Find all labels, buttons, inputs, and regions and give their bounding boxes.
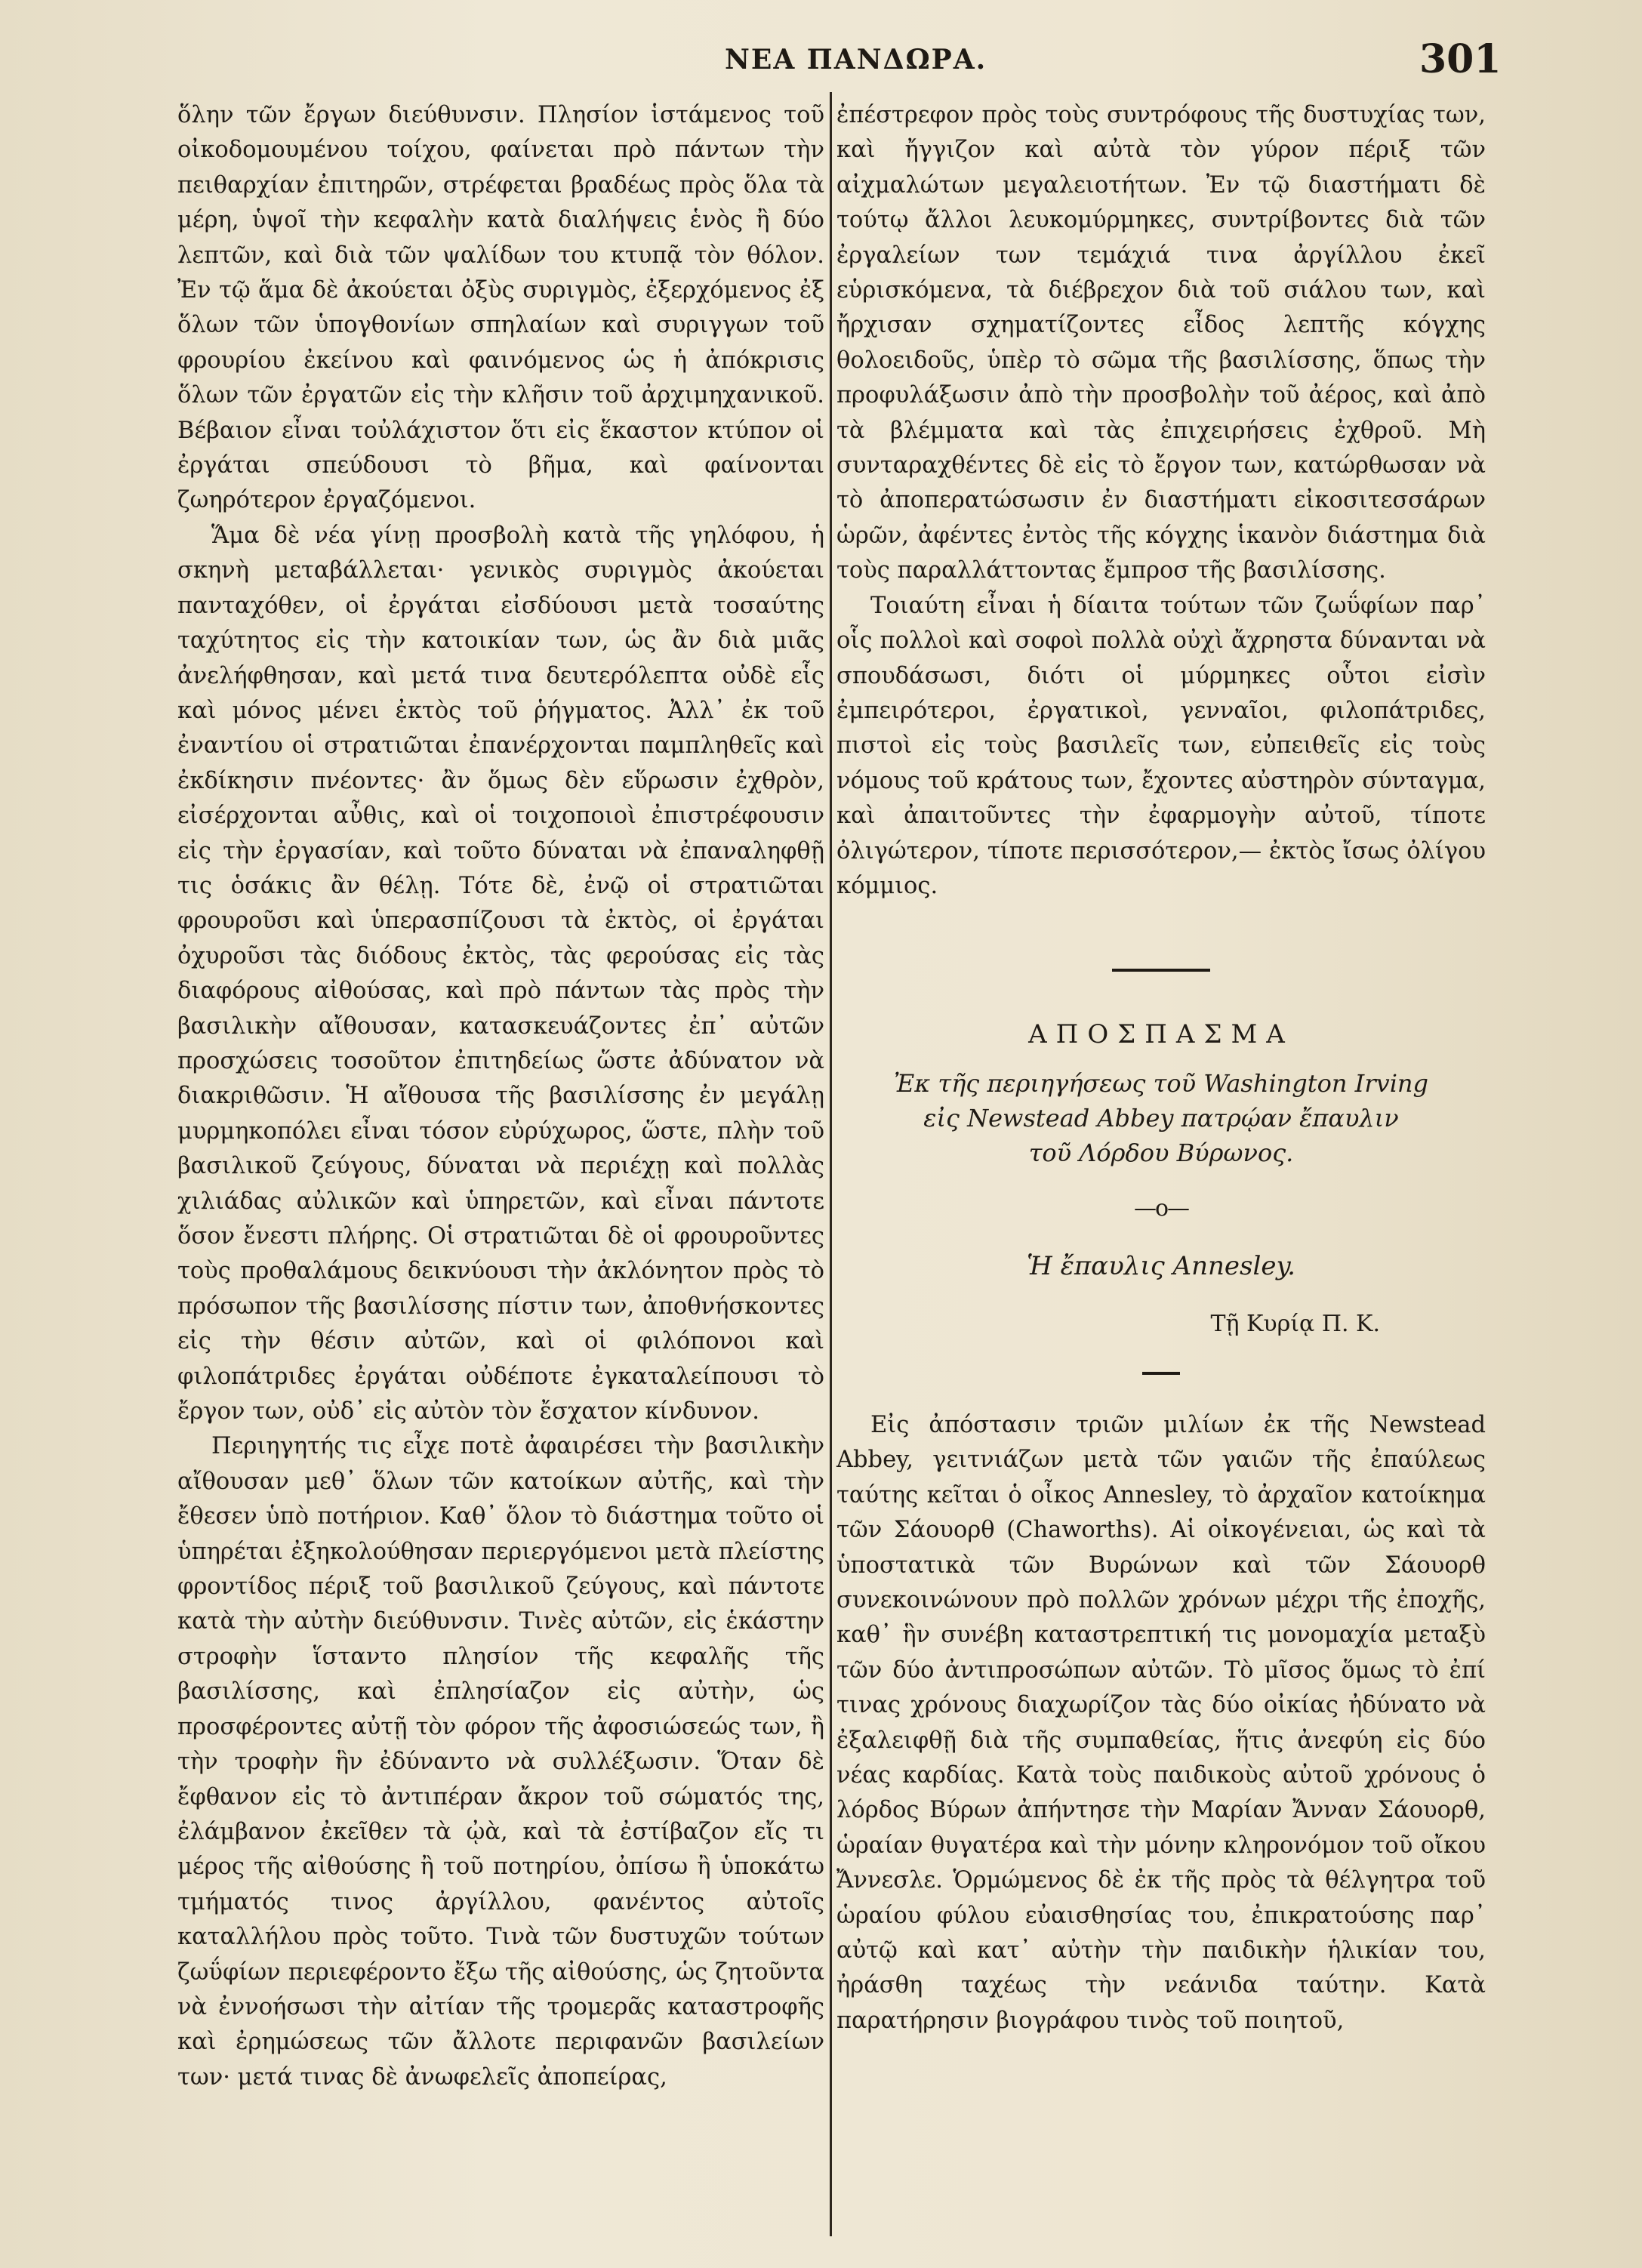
- subtitle-line-3: τοῦ Λόρδου Βύρωνος.: [1028, 1138, 1294, 1167]
- right-paragraph-2: Τοιαύτη εἶναι ἡ δίαιτα τούτων τῶν ζωΰφίων παρ᾽ οἷς πολλοὶ καὶ σοφοὶ πολλὰ οὐχὶ ἄχρηστα δύνανται νὰ σπουδάσωσι, διότι οἱ μύρμηκες οὗτοι εἰσὶν ἐμπειρότεροι, ἐργατικοὶ, γενναῖοι, φιλοπάτριδες, πιστοὶ εἰς τοὺς βασιλεῖς των, εὐπειθεῖς εἰς τοὺς νόμους τοῦ κράτους των, ἔχοντες αὐστηρὸν σύνταγμα, καὶ ἀπαιτοῦντες τὴν ἐφαρμογὴν αὐτοῦ, τίποτε ὀλιγώτερον, τίποτε περισσότερον,— ἐκτὸς ἴσως ὀλίγου κόμμιος.: [836, 592, 1486, 899]
- ornament: —o—: [1133, 1194, 1189, 1222]
- left-paragraph-1: ὅλην τῶν ἔργων διεύθυνσιν. Πλησίον ἱστάμενος τοῦ οἰκοδομουμένου τοίχου, φαίνεται πρὸ πάντων τὴν πειθαρχίαν ἐπιτηρῶν, στρέφεται βραδέως πρὸς ὅλα τὰ μέρη, ὑψοῖ τὴν κεφαλὴν κατὰ διαλήψεις ἑνὸς ἢ δύο λεπτῶν, καὶ διὰ τῶν ψαλίδων του κτυπᾷ τὸν θόλον. Ἐν τῷ ἅμα δὲ ἀκούεται ὀξὺς συριγμὸς, ἐξερχόμενος ἐξ ὅλων τῶν ὑπογθονίων σπηλαίων καὶ συριγγων τοῦ φρουρίου ἐκείνου καὶ φαινόμενος ὡς ἡ ἀπόκρισις ὅλων τῶν ἐργατῶν εἰς τὴν κλῆσιν τοῦ ἀρχιμηχανικοῦ. Βέβαιον εἶναι τοὐλάχιστον ὅτι εἰς ἕκαστον κτύπον οἱ ἐργάται σπεύδουσι τὸ βῆμα, καὶ φαίνονται ζωηρότερον ἐργαζόμενοι.: [177, 102, 824, 514]
- left-paragraph-2: Ἅμα δὲ νέα γίνῃ προσβολὴ κατὰ τῆς γηλόφου, ἡ σκηνὴ μεταβάλλεται· γενικὸς συριγμὸς ἀκούεται πανταχόθεν, οἱ ἐργάται εἰσδύουσι μετὰ τοσαύτης ταχύτητος εἰς τὴν κατοικίαν των, ὡς ἂν διὰ μιᾶς ἀνελήφθησαν, καὶ μετά τινα δευτερόλεπτα οὐδὲ εἷς καὶ μόνος μένει ἐκτὸς τοῦ ῥήγματος. Ἀλλ᾽ ἐκ τοῦ ἐναντίου οἱ στρατιῶται ἐπανέρχονται παμπληθεῖς καὶ ἐκδίκησιν πνέοντες· ἂν ὅμως δὲν εὕρωσιν ἐχθρὸν, εἰσέρχονται αὖθις, καὶ οἱ τοιχοποιοὶ ἐπιστρέφουσιν εἰς τὴν ἐργασίαν, καὶ τοῦτο δύναται νὰ ἐπαναληφθῇ τις ὁσάκις ἂν θέλῃ. Τότε δὲ, ἐνῷ οἱ στρατιῶται φρουροῦσι καὶ ὑπερασπίζουσι τὰ ἐκτὸς, οἱ ἐργάται ὀχυροῦσι τὰς διόδους ἐκτὸς, τὰς φερούσας εἰς τὰς διαφόρους αἰθούσας, καὶ πρὸ πάντων τὰς πρὸς τὴν βασιλικὴν αἴθουσαν, κατασκευάζοντες ἐπ᾽ αὐτῶν προσχώσεις τοσοῦτον ἐπιτηδείως ὥστε ἀδύνατον νὰ διακριθῶσιν. Ἡ αἴθουσα τῆς βασιλίσσης ἐν μεγάλῃ μυρμηκοπόλει εἶναι τόσον εὐρύχωρος, ὥστε, πλὴν τοῦ βασιλικοῦ ζεύγους, δύναται νὰ περιέχῃ καὶ πολλὰς χιλιάδας αὐλικῶν καὶ ὑπηρετῶν, καὶ εἶναι πάντοτε ὅσον ἔνεστι πλήρης. Οἱ στρατιῶται δὲ οἱ φρουροῦντες τοὺς προθαλάμους δεικνύουσι τὴν ἀκλόνητον πρὸς τὸ πρόσωπον τῆς βασιλίσσης πίστιν των, ἀποθνήσκοντες εἰς τὴν θέσιν αὐτῶν, καὶ οἱ φιλόπονοι καὶ φιλοπάτριδες ἐργάται οὐδέποτε ἐγκαταλείπουσι τὸ ἔργον των, οὐδ᾽ εἰς αὐτὸν τὸν ἔσχατον κίνδυνον.: [177, 522, 824, 1425]
- excerpt-section: [836, 969, 1486, 1375]
- left-paragraph-3: Περιηγητής τις εἶχε ποτὲ ἀφαιρέσει τὴν βασιλικὴν αἴθουσαν μεθ᾽ ὅλων τῶν κατοίκων αὐτῆς, καὶ τὴν ἔθεσεν ὑπὸ ποτήριον. Καθ᾽ ὅλον τὸ διάστημα τοῦτο οἱ ὑπηρέται ἐξηκολούθησαν περιεργόμενοι μετὰ πλείστης φροντίδος πέριξ τοῦ βασιλικοῦ ζεύγους, καὶ πάντοτε κατὰ τὴν αὐτὴν διεύθυνσιν. Τινὲς αὐτῶν, εἰς ἑκάστην στροφὴν ἵσταντο πλησίον τῆς κεφαλῆς τῆς βασιλίσσης, καὶ ἐπλησίαζον εἰς αὐτὴν, ὡς προσφέροντες αὐτῇ τὸν φόρον τῆς ἀφοσιώσεώς των, ἢ τὴν τροφὴν ἣν ἐδύναντο νὰ συλλέξωσιν. Ὅταν δὲ ἔφθανον εἰς τὸ ἀντιπέραν ἄκρον τοῦ σώματός της, ἐλάμβανον ἐκεῖθεν τὰ ᾠὰ, καὶ τὰ ἐστίβαζον εἴς τι μέρος τῆς αἰθούσης ἢ τοῦ ποτηρίου, ὀπίσω ἢ ὑποκάτω τμήματός τινος ἀργίλλου, φανέντος αὐτοῖς καταλλήλου πρὸς τοῦτο. Τινὰ τῶν δυστυχῶν τούτων ζωΰφίων περιεφέροντο ἔξω τῆς αἰθούσης, ὡς ζητοῦντα νὰ ἐννοήσωσι τὴν αἰτίαν τῆς τρομερᾶς καταστροφῆς καὶ ἐρημώσεως τῶν ἄλλοτε περιφανῶν βασιλείων των· μετά τινας δὲ ἀνωφελεῖς ἀποπείρας,: [177, 1433, 824, 2091]
- right-paragraph-1: ἐπέστρεφον πρὸς τοὺς συντρόφους τῆς δυστυχίας των, καὶ ἤγγιζον καὶ αὐτὰ τὸν γύρον πέριξ τῶν αἰχμαλώτων μεγαλειοτήτων. Ἐν τῷ διαστήματι δὲ τούτῳ ἄλλοι λευκομύρμηκες, συντρίβοντες διὰ τῶν ἐργαλείων των τεμάχιά τινα ἀργίλλου ἐκεῖ εὑρισκόμενα, τὰ διέβρεχον διὰ τοῦ σιάλου των, καὶ ἤρχισαν σχηματίζοντες εἶδος λεπτῆς κόγχης θολοειδοῦς, ὑπὲρ τὸ σῶμα τῆς βασιλίσσης, ὅπως τὴν προφυλάξωσιν ἀπὸ τὴν προσβολὴν τοῦ ἀέρος, καὶ ἀπὸ τὰ βλέμματα καὶ τὰς ἐπιχειρήσεις ἐχθροῦ. Μὴ συνταραχθέντες δὲ εἰς τὸ ἔργον των, κατώρθωσαν νὰ τὸ ἀποπερατώσωσιν ἐν διαστήματι εἰκοσιτεσσάρων ὡρῶν, ἀφέντες ἐντὸς τῆς κόγχης ἱκανὸν διάστημα διὰ τοὺς παραλλάττοντας ἔμπροσ τῆς βασιλίσσης.: [836, 102, 1486, 584]
- chapter-title: Ἡ ἔπαυλις Annesley.: [1027, 1251, 1295, 1282]
- dedication: Τῇ Κυρίᾳ Π. Κ.: [1210, 1310, 1380, 1337]
- right-column: [836, 98, 1486, 2038]
- subtitle-line-1: Ἐκ τῆς περιηγήσεως τοῦ Washington Irving: [893, 1068, 1429, 1098]
- section-divider: [1112, 969, 1210, 972]
- running-title: ΝΕΑ ΠΑΝΔΩΡΑ.: [725, 44, 987, 75]
- column-divider: [830, 92, 832, 2236]
- section-heading: ΑΠΟΣΠΑΣΜΑ: [1028, 1019, 1294, 1050]
- page-number: 301: [1419, 36, 1502, 82]
- left-column: [177, 98, 824, 2095]
- subtitle-line-2: εἰς Newstead Abbey πατρῴαν ἔπαυλιν: [923, 1103, 1399, 1132]
- chapter-divider: [1142, 1372, 1180, 1375]
- running-head: [0, 30, 1642, 83]
- right-paragraph-3: Εἰς ἀπόστασιν τριῶν μιλίων ἐκ τῆς Newstead Abbey, γειτνιάζων μετὰ τῶν γαιῶν τῆς ἐπαύλεως ταύτης κεῖται ὁ οἶκος Annesley, τὸ ἀρχαῖον κατοίκημα τῶν Σάουορθ (Chaworths). Αἱ οἰκογένειαι, ὡς καὶ τὰ ὑποστατικὰ τῶν Βυρώνων καὶ τῶν Σάουορθ συνεκοινώνουν πρὸ πολλῶν χρόνων μέχρι τῆς ἐποχῆς, καθ᾽ ἣν συνέβη καταστρεπτική τις μονομαχία μεταξὺ τῶν δύο ἀντιπροσώπων αὐτῶν. Τὸ μῖσος ὅμως τὸ ἐπί τινας χρόνους διαχωρίζον τὰς δύο οἰκίας ἠδύνατο νὰ ἐξαλειφθῇ διὰ τῆς συμπαθείας, ἥτις ἀνεφύη εἰς δύο νέας καρδίας. Κατὰ τοὺς παιδικοὺς αὐτοῦ χρόνους ὁ λόρδος Βύρων ἀπήντησε τὴν Μαρίαν Ἄνναν Σάουορθ, ὡραίαν θυγατέρα καὶ τὴν μόνην κληρονόμον τοῦ οἴκου Ἄννεσλε. Ὁρμώμενος δὲ ἐκ τῆς πρὸς τὰ θέλγητρα τοῦ ὡραίου φύλου εὐαισθησίας του, ἐπικρατούσης παρ᾽ αὐτῷ καὶ κατ᾽ αὐτὴν τὴν παιδικὴν ἡλικίαν του, ἠράσθη ταχέως τὴν νεάνιδα ταύτην. Κατὰ παρατήρησιν βιογράφου τινὸς τοῦ ποιητοῦ,: [836, 1411, 1486, 2034]
